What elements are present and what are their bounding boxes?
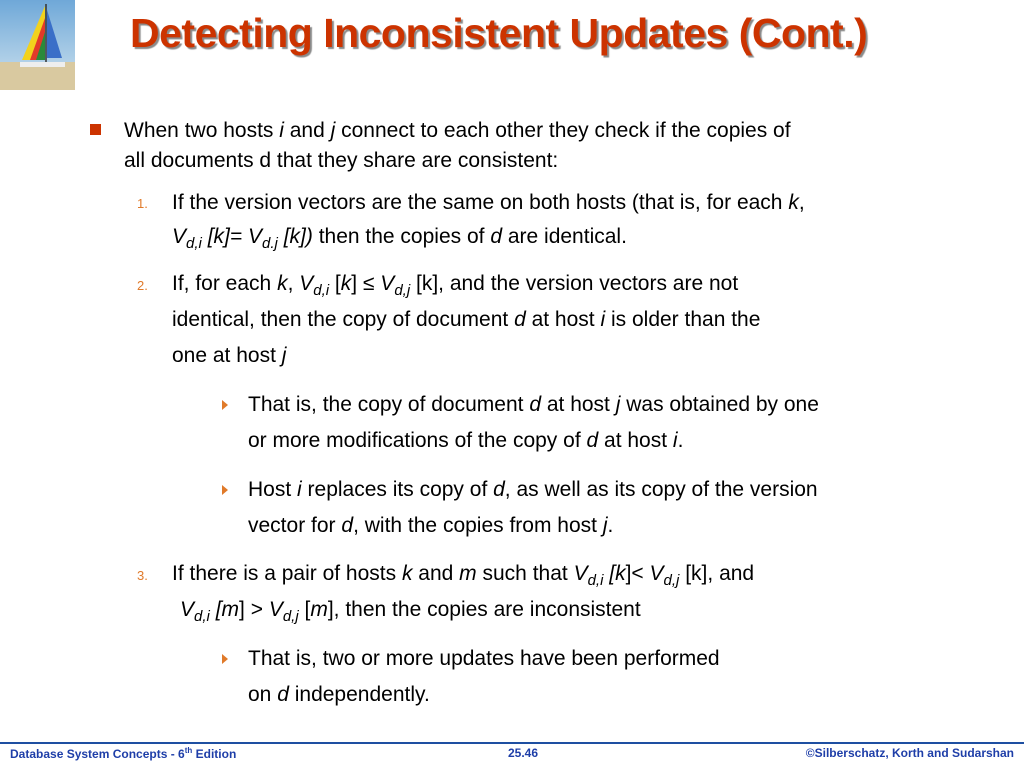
footer-book-title: Database System Concepts - 6th Edition xyxy=(10,746,237,761)
item-2-line-2: identical, then the copy of document d at host i is older than the xyxy=(172,308,761,331)
sub-bullet-3-line-2: on d independently. xyxy=(248,683,430,706)
footer-copyright: ©Silberschatz, Korth and Sudarshan xyxy=(805,746,1014,760)
square-bullet-icon xyxy=(90,124,101,135)
sub-bullet-3-line-1: That is, two or more updates have been performed xyxy=(248,647,720,670)
sub-bullet-1-line-2: or more modifications of the copy of d at host i. xyxy=(248,429,684,452)
triangle-bullet-icon xyxy=(222,654,228,664)
sub-bullet-2-line-2: vector for d, with the copies from host j. xyxy=(248,514,614,537)
item-2-line-1: If, for each k, $V_{d,i}$ $[k] \le V_{d,j}$ [k], and the version vectors are not xyxy=(172,272,739,299)
sub-bullet-1-line-1: That is, the copy of document d at host j was obtained by one xyxy=(248,393,819,416)
sub-bullet-2-line-1: Host i replaces its copy of d, as well as its copy of the version xyxy=(248,478,818,501)
item-3-number: 3. xyxy=(137,568,148,583)
slide-title: Detecting Inconsistent Updates (Cont.) xyxy=(130,10,868,56)
main-bullet-line-1: When two hosts i and j connect to each other they check if the copies of xyxy=(124,119,791,142)
triangle-bullet-icon xyxy=(222,400,228,410)
item-1-line-2: $V_{d,i}$ $[k]= V_{d.j}$ [k]) then the copies of d are identical. xyxy=(172,225,627,252)
item-1-line-1: If the version vectors are the same on both hosts (that is, for each k, xyxy=(172,191,805,214)
item-3-line-2: $V_{d,i}$ $[m] > V_{d,j}$ [m], then the copies are inconsistent xyxy=(180,598,641,625)
item-2-number: 2. xyxy=(137,278,148,293)
sailboat-logo xyxy=(0,0,75,90)
footer-divider xyxy=(0,742,1024,744)
item-1-number: 1. xyxy=(137,196,148,211)
item-3-line-1: If there is a pair of hosts k and m such that $V_{d,i}$ $[k]< V_{d,j}$ [k], and xyxy=(172,562,755,589)
item-2-line-3: one at host j xyxy=(172,344,287,367)
main-bullet-line-2: all documents d that they share are consistent: xyxy=(124,149,559,172)
footer-slide-number: 25.46 xyxy=(508,746,539,760)
triangle-bullet-icon xyxy=(222,485,228,495)
